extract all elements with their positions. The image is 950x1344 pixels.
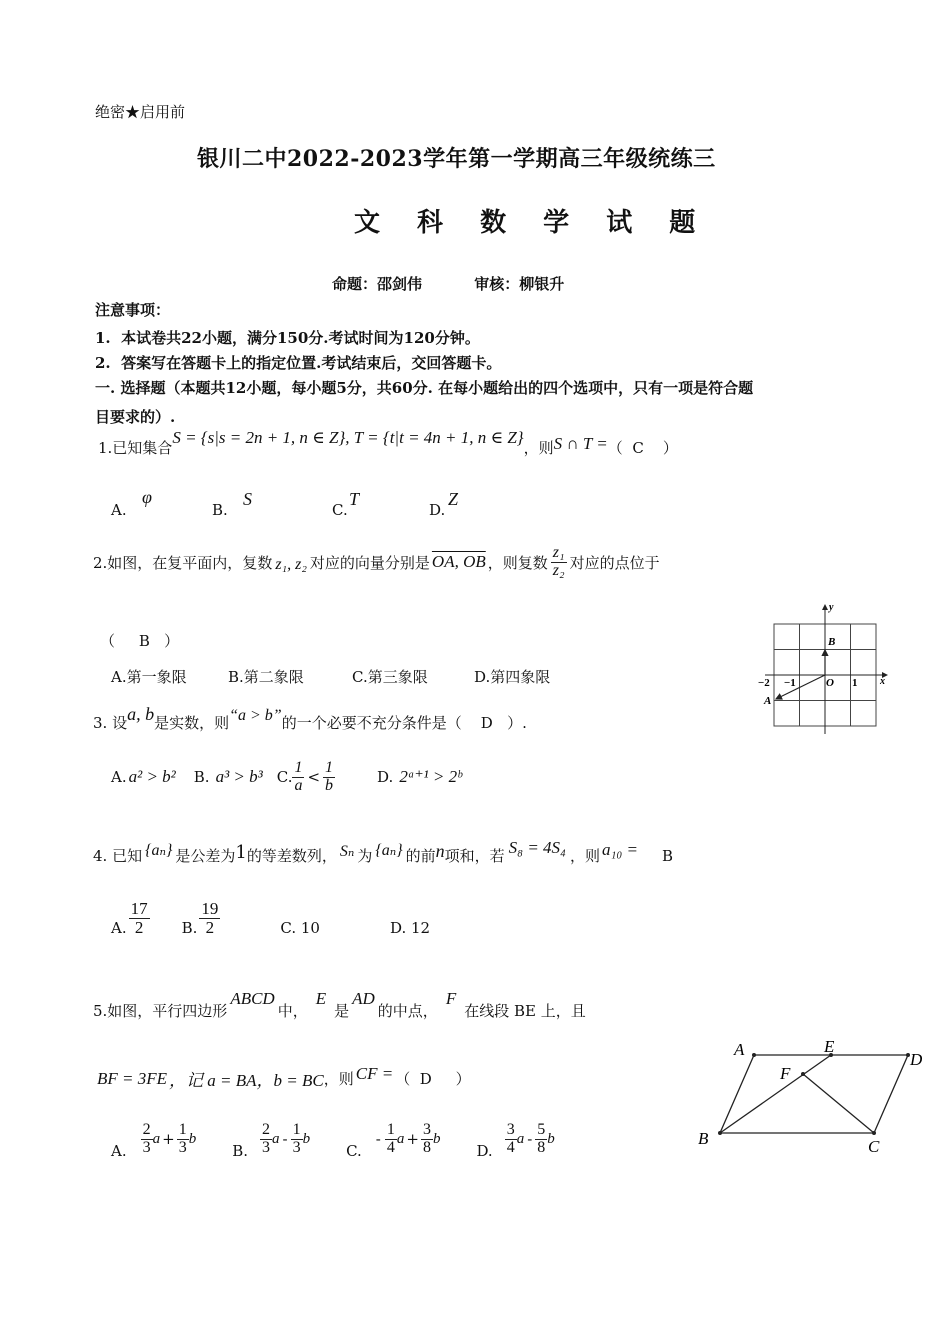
q4-answer: B: [662, 846, 674, 865]
q2-vectors: OA, OB: [431, 552, 486, 572]
q5-option-b: B.: [232, 1142, 248, 1161]
q3-option-a-expr: a² > b²: [128, 767, 176, 787]
q2-option-b: B.第二象限: [228, 668, 304, 686]
question-2: [93, 545, 660, 580]
q5-option-b-frac-2: $\frac{1}{3}$: [292, 1121, 301, 1156]
notice-heading: 注意事项：: [95, 301, 171, 319]
q3-option-b-expr: a³ > b³: [215, 767, 263, 787]
q5-vector-a: ，记 a = BA: [169, 1071, 257, 1090]
q4-mid5: 项和，若: [444, 847, 505, 865]
q4-option-a: A.: [111, 919, 127, 938]
q5-prefix: 5.如图，平行四边形: [93, 1002, 228, 1020]
q1-option-b: B.: [212, 501, 228, 519]
q2-frac-num: z₁: [552, 544, 565, 561]
q2-option-a: A.第一象限: [111, 668, 187, 686]
section-1-line-1: 一. 选择题（本题共12小题，每小题5分，共60分. 在每小题给出的四个选项中，只有一项是符合题: [95, 379, 754, 397]
q4-mid2: 的等差数列，: [246, 847, 337, 865]
fig5-label-c: C: [868, 1137, 880, 1156]
q5-answer: （ D ）: [395, 1070, 471, 1088]
fig2-label-x: x: [880, 676, 885, 687]
q5-option-d-vec-b: b: [547, 1130, 555, 1147]
q1-expr: S ∩ T =: [553, 434, 608, 453]
fig2-label-1: 1: [852, 677, 858, 689]
q5-option-c-sign: -: [375, 1130, 381, 1149]
fig2-label-b: B: [828, 636, 836, 648]
q5-option-a-frac-1: $\frac{2}{3}$: [142, 1121, 151, 1156]
q2-option-c: C.第三象限: [352, 668, 428, 686]
q4-mid3: 为: [357, 847, 373, 865]
q3-option-d-expr: 2ᵃ⁺¹ > 2ᵇ: [399, 767, 462, 787]
q5-option-b-frac-1: $\frac{2}{3}$: [261, 1121, 270, 1156]
q4-sn: Sₙ: [339, 842, 355, 860]
q2-complex-plane-figure: [755, 600, 895, 740]
q5-vector-b: ，b = BC: [256, 1071, 324, 1090]
q3-mid: 是实数，则: [154, 714, 230, 732]
q1-option-c: C.: [332, 501, 348, 519]
question-1: [98, 428, 678, 458]
q4-prefix: 4. 已知: [93, 847, 143, 865]
q1-option-c-value: T: [349, 489, 360, 509]
q5-f: F: [445, 988, 457, 1008]
q3-condition: “a > b”: [229, 707, 282, 724]
q3-option-b: B.: [193, 768, 210, 787]
q4-mid4: 的前: [405, 847, 436, 865]
q5-option-c-vec-a: a: [396, 1130, 405, 1147]
q5-option-c: C.: [346, 1142, 362, 1161]
q3-option-c-frac-2: $\frac{1}{b}$: [325, 759, 334, 794]
fig2-label-neg1: −1: [784, 677, 796, 689]
q1-option-a: A.: [111, 501, 127, 519]
subject-title: 文 科 数 学 试 题: [354, 208, 710, 238]
question-4: [93, 837, 674, 866]
question-3: [93, 704, 527, 733]
fig5-label-a: A: [734, 1040, 745, 1059]
fig2-label-a: A: [764, 695, 772, 707]
q5-option-a-frac-2: $\frac{1}{3}$: [178, 1121, 187, 1156]
q5-ad: AD: [352, 988, 375, 1008]
q3-options: [111, 760, 462, 795]
notice-item-2: 2. 答案写在答题卡上的指定位置.考试结束后，交回答题卡。: [95, 354, 502, 372]
q4-option-c: C. 10: [280, 919, 320, 938]
q5-option-b-vec-a: a: [271, 1130, 280, 1147]
q2-mid: 对应的向量分别是: [309, 553, 430, 572]
q1-option-d: D.: [429, 501, 446, 519]
q5-then: ，则: [323, 1070, 354, 1088]
q5-option-c-frac-1: $\frac{1}{4}$: [386, 1121, 395, 1156]
q1-set-s: S = {s|s = 2n + 1, n ∈ Z}: [172, 428, 346, 447]
author-line: 命题：邵剑伟 审核：柳银升: [332, 275, 565, 293]
fig2-label-neg2: −2: [758, 677, 770, 689]
q4-d: 1: [235, 842, 247, 863]
q1-answer: （ C ）: [607, 439, 678, 457]
q5-mid4: 在线段 BE 上，且: [464, 1002, 586, 1020]
q5-option-b-op: -: [282, 1130, 288, 1149]
q1-option-b-value: S: [243, 489, 252, 509]
exam-title: 银川二中2022-2023学年第一学期高三年级统练三: [197, 146, 716, 172]
q5-e: E: [315, 988, 327, 1008]
q5-option-b-vec-b: b: [302, 1130, 311, 1147]
q5-options: [111, 1121, 555, 1161]
q1-set-t: , T = {t|t = 4n + 1, n ∈ Z}: [345, 428, 524, 447]
notice-item-1: 1. 本试卷共22小题，满分150分.考试时间为120分钟。: [95, 329, 480, 347]
q4-a10: a₁₀ =: [601, 839, 639, 859]
q3-option-d: D.: [377, 768, 394, 787]
q5-mid2: 是: [334, 1002, 350, 1020]
q5-cf: CF =: [355, 1063, 394, 1083]
q4-option-b-frac: $\frac{19}{2}$: [201, 899, 219, 937]
q5-mid3: 的中点，: [377, 1002, 438, 1020]
q5-option-c-vec-b: b: [432, 1130, 441, 1147]
q5-option-c-frac-2: $\frac{3}{8}$: [422, 1121, 431, 1156]
q2-prefix: 2.如图，在复平面内，复数: [93, 553, 273, 572]
q4-an: {aₙ}: [145, 841, 173, 859]
q2-frac-den: z₂: [552, 561, 565, 579]
q3-option-a: A.: [111, 768, 127, 787]
q2-then: ，则复数: [487, 553, 548, 572]
section-1-line-2: 目要求的）.: [95, 408, 176, 426]
q3-tail: 的一个必要不充分条件是（ D ）.: [281, 714, 527, 732]
q4-option-a-frac: $\frac{17}{2}$: [130, 899, 148, 937]
secret-label: 绝密★启用前: [95, 103, 186, 121]
fig5-label-e: E: [824, 1037, 835, 1056]
q5-line-2: [97, 1063, 471, 1091]
q5-option-a-vec-a: a: [152, 1130, 161, 1147]
q4-mid1: 是公差为: [175, 847, 236, 865]
q5-option-a: A.: [111, 1142, 127, 1161]
q5-option-d-op: -: [527, 1130, 533, 1149]
q4-option-b: B.: [181, 919, 198, 938]
q4-an-2: {aₙ}: [375, 841, 403, 859]
fig5-label-b: B: [698, 1129, 709, 1148]
q3-prefix: 3. 设: [93, 714, 128, 732]
q4-condition: S₈ = 4S₄: [508, 837, 566, 857]
fig5-label-f: F: [780, 1064, 791, 1083]
q3-ab: a, b: [127, 704, 155, 724]
fig5-label-d: D: [910, 1050, 923, 1069]
q1-prefix: 1.已知集合: [98, 439, 173, 457]
q2-tail: 对应的点位于: [569, 553, 660, 572]
q5-option-d-frac-1: $\frac{3}{4}$: [506, 1121, 515, 1156]
fig2-label-y: y: [829, 602, 834, 613]
q2-fraction: [551, 545, 567, 580]
q4-option-d: D. 12: [389, 919, 431, 938]
q2-z: z₁, z₂: [275, 556, 307, 574]
q3-option-c-frac-1: $\frac{1}{a}$: [294, 759, 303, 794]
question-5: [93, 988, 586, 1021]
q2-option-d: D.第四象限: [474, 668, 551, 686]
q5-option-c-op: +: [406, 1130, 419, 1149]
q1-then: ，则: [523, 439, 554, 457]
q1-option-a-value: φ: [142, 487, 152, 507]
q2-answer: （ B ）: [100, 632, 180, 650]
q1-option-d-value: Z: [448, 489, 459, 509]
q4-options: [111, 900, 430, 937]
q4-n: n: [435, 841, 445, 861]
q5-mid1: 中，: [277, 1002, 308, 1020]
q4-mid6: ，则: [569, 847, 600, 865]
q5-option-d-vec-a: a: [516, 1130, 525, 1147]
q5-option-a-op: +: [162, 1130, 175, 1149]
q5-parallelogram-figure: [690, 1032, 930, 1162]
q5-condition: BF = 3FE: [97, 1068, 168, 1088]
q5-option-d-frac-2: $\frac{5}{8}$: [537, 1121, 546, 1156]
fig2-label-o: O: [826, 677, 834, 689]
q5-option-d: D.: [476, 1142, 493, 1161]
q5-abcd: ABCD: [230, 988, 275, 1008]
q3-option-c: C.: [276, 768, 293, 787]
q3-option-c-lt: <: [307, 768, 321, 787]
q5-option-a-vec-b: b: [188, 1130, 197, 1147]
